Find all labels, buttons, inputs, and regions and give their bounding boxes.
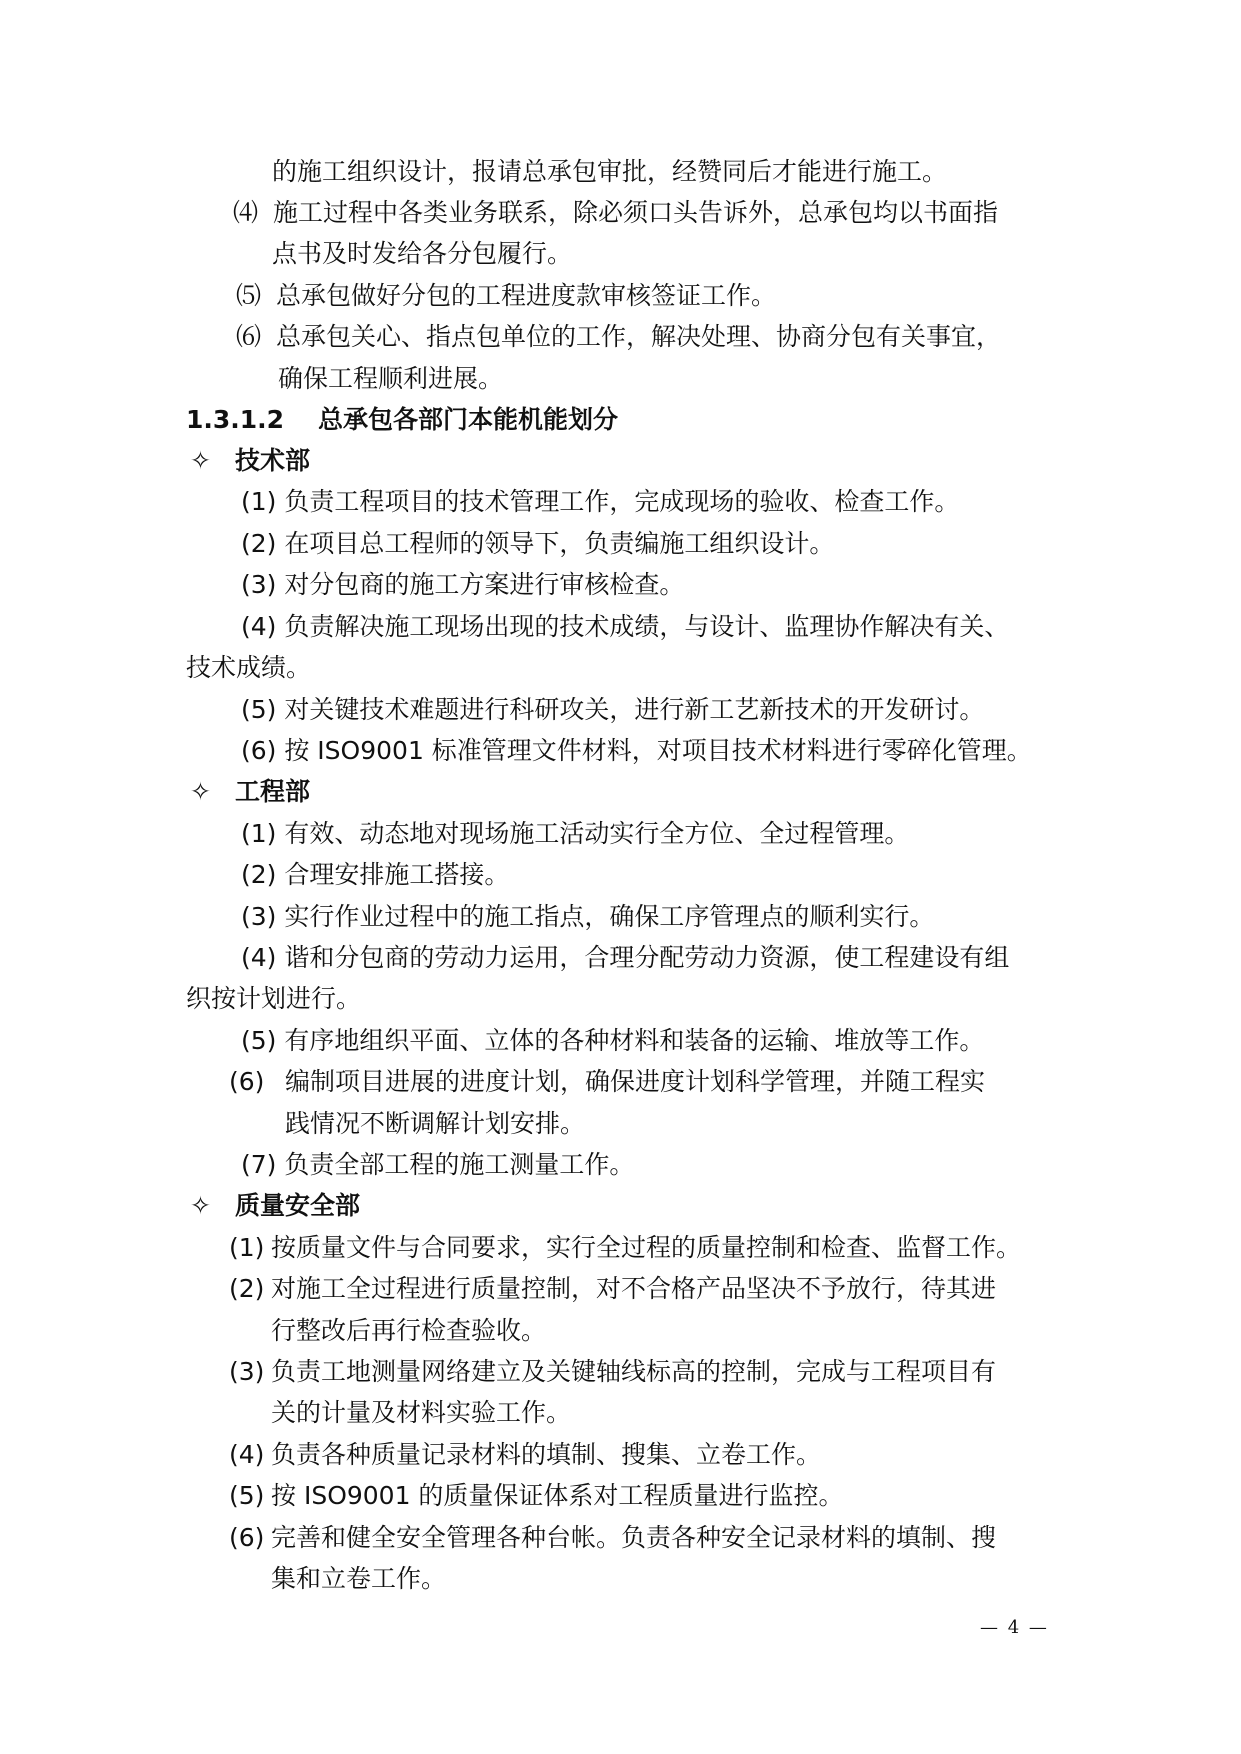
item-number: ⑷ [233, 198, 259, 227]
list-item-cont: 技术成绩。 [186, 653, 312, 682]
list-item: (3) 对分包商的施工方案进行审核检查。 [241, 570, 685, 599]
list-item-cont: 关的计量及材料实验工作。 [271, 1398, 572, 1427]
item-number: (6) [229, 1523, 265, 1552]
list-item: (3) 实行作业过程中的施工指点，确保工序管理点的顺利实行。 [241, 902, 935, 931]
item-text: 负责工地测量网络建立及关键轴线标高的控制，完成与工程项目有 [271, 1357, 997, 1386]
subsection-title: 技术部 [235, 446, 311, 475]
subsection-heading-eng [190, 776, 310, 808]
list-item-6-cont: 确保工程顺利进展。 [278, 364, 504, 393]
item-text: 总承包做好分包的工程进度款审核签证工作。 [276, 281, 777, 310]
item-text: 按 ISO9001 的质量保证体系对工程质量进行监控。 [271, 1481, 844, 1510]
list-item-5 [236, 280, 776, 312]
item-number: (5) [229, 1481, 265, 1510]
list-item: (7) 负责全部工程的施工测量工作。 [241, 1150, 635, 1179]
paragraph-line: 的施工组织设计，报请总承包审批，经赞同后才能进行施工。 [272, 157, 948, 186]
item-text: 对施工全过程进行质量控制，对不合格产品坚决不予放行，待其进 [271, 1274, 997, 1303]
section-number: 1.3.1.2 [186, 405, 285, 434]
list-item-4 [233, 197, 998, 229]
subsection-heading-tech [190, 445, 310, 477]
list-item: (4) 谐和分包商的劳动力运用，合理分配劳动力资源，使工程建设有组 [241, 943, 1010, 972]
list-item: (4) 负责解决施工现场出现的技术成绩，与设计、监理协作解决有关、 [241, 612, 1010, 641]
list-item [229, 1522, 996, 1554]
item-number: (3) [229, 1357, 265, 1386]
item-text: 负责各种质量记录材料的填制、搜集、立卷工作。 [271, 1440, 822, 1469]
list-item-6 [236, 321, 1001, 353]
item-number: (4) [229, 1440, 265, 1469]
item-number: (2) [229, 1274, 265, 1303]
list-item-6 [229, 1066, 985, 1098]
list-item-cont: 行整改后再行检查验收。 [271, 1316, 547, 1345]
list-item-cont: 践情况不断调解计划安排。 [285, 1109, 586, 1138]
item-number: (1) [229, 1233, 265, 1262]
diamond-bullet-icon: ✧ [190, 446, 211, 475]
list-item: (6) 按 ISO9001 标准管理文件材料，对项目技术材料进行零碎化管理。 [241, 736, 1032, 765]
item-text: 按质量文件与合同要求，实行全过程的质量控制和检查、监督工作。 [271, 1233, 1022, 1262]
list-item: (1) 有效、动态地对现场施工活动实行全方位、全过程管理。 [241, 819, 910, 848]
item-text: 总承包关心、指点包单位的工作，解决处理、协商分包有关事宜， [276, 322, 1002, 351]
item-text: 编制项目进展的进度计划，确保进度计划科学管理，并随工程实 [285, 1067, 986, 1096]
section-title: 总承包各部门本能机能划分 [318, 405, 619, 434]
item-number: ⑹ [236, 322, 262, 351]
list-item-cont: 织按计划进行。 [186, 984, 362, 1013]
item-text: 施工过程中各类业务联系，除必须口头告诉外，总承包均以书面指 [273, 198, 999, 227]
subsection-title: 质量安全部 [235, 1191, 361, 1220]
list-item [229, 1273, 996, 1305]
list-item: (5) 有序地组织平面、立体的各种材料和装备的运输、堆放等工作。 [241, 1026, 985, 1055]
list-item-cont: 集和立卷工作。 [271, 1564, 447, 1593]
list-item: (5) 对关键技术难题进行科研攻关，进行新工艺新技术的开发研讨。 [241, 695, 985, 724]
diamond-bullet-icon: ✧ [190, 1191, 211, 1220]
list-item [229, 1439, 821, 1471]
page-number: — 4 — [980, 1617, 1049, 1638]
list-item [229, 1480, 843, 1512]
list-item [229, 1356, 996, 1388]
list-item: (1) 负责工程项目的技术管理工作，完成现场的验收、检查工作。 [241, 487, 960, 516]
subsection-title: 工程部 [235, 777, 311, 806]
item-number: (6) [229, 1067, 265, 1096]
list-item-4-cont: 点书及时发给各分包履行。 [272, 239, 573, 268]
list-item: (2) 在项目总工程师的领导下，负责编施工组织设计。 [241, 529, 835, 558]
list-item: (2) 合理安排施工搭接。 [241, 860, 510, 889]
section-heading [186, 404, 618, 436]
diamond-bullet-icon: ✧ [190, 777, 211, 806]
list-item [229, 1232, 1021, 1264]
subsection-heading-qs [190, 1190, 360, 1222]
item-number: ⑸ [236, 281, 262, 310]
item-text: 完善和健全安全管理各种台帐。负责各种安全记录材料的填制、搜 [271, 1523, 997, 1552]
